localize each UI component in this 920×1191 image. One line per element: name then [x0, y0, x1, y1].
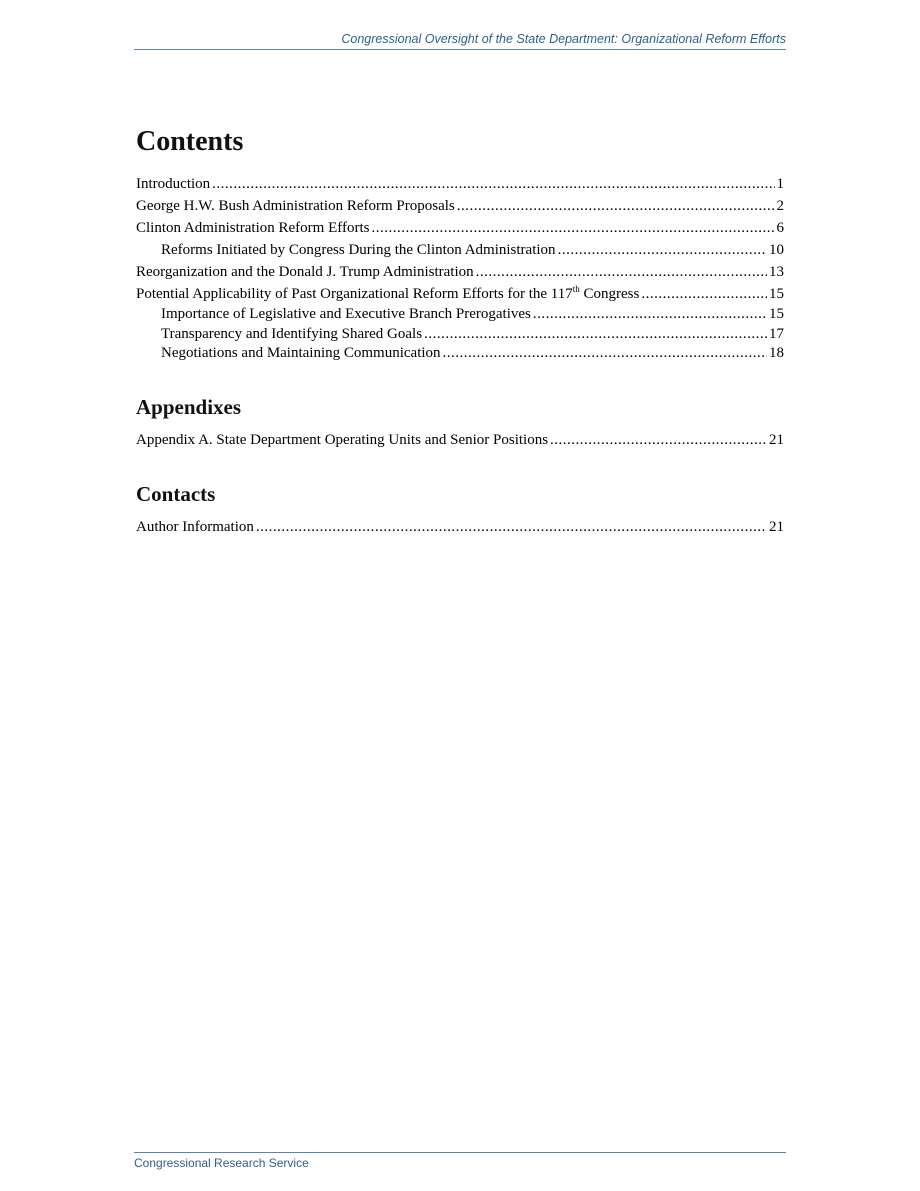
dot-leader: [550, 429, 767, 451]
toc-entry-page: 2: [776, 198, 784, 214]
dot-leader: [641, 283, 767, 305]
toc-entry-prerogatives[interactable]: [136, 305, 784, 325]
toc-entry-page: 6: [776, 220, 784, 236]
toc-entry-title: Importance of Legislative and Executive Branch Prerogatives: [161, 306, 531, 322]
toc-entry-bush-reform-proposals[interactable]: [136, 195, 784, 217]
appendixes-heading: Appendixes: [136, 394, 242, 419]
section-spacer: [136, 451, 784, 481]
toc-entry-page: 17: [769, 325, 784, 342]
toc-entry-page: 15: [769, 286, 784, 302]
dot-leader: [371, 217, 774, 239]
contents-heading: Contents: [136, 126, 244, 157]
toc-entry-trump-reorganization[interactable]: [136, 261, 784, 283]
toc-entry-author-information[interactable]: [136, 516, 784, 538]
toc-entry-title-suffix: Congress: [579, 286, 640, 302]
toc-entry-page: 15: [769, 306, 784, 322]
toc-entry-clinton-reform-efforts[interactable]: [136, 217, 784, 239]
dot-leader: [476, 261, 767, 283]
toc-entry-page: 21: [769, 431, 784, 448]
toc-entry-potential-applicability[interactable]: [136, 283, 784, 305]
toc-entry-page: 1: [776, 176, 784, 192]
table-of-contents-page: [136, 125, 784, 538]
running-footer: Congressional Research Service: [134, 1152, 786, 1170]
toc-entry-title: Transparency and Identifying Shared Goals: [161, 325, 423, 342]
ordinal-superscript: th: [572, 284, 580, 294]
toc-entry-title: Reforms Initiated by Congress During the Clinton Administration: [161, 242, 556, 258]
toc-entry-title: Appendix A. State Department Operating Units and Senior Positions: [136, 431, 549, 448]
toc-entry-congress-reforms-clinton[interactable]: [136, 239, 784, 261]
toc-entry-negotiations[interactable]: [136, 344, 784, 364]
dot-leader: [424, 325, 767, 345]
toc-entry-introduction[interactable]: [136, 173, 784, 195]
appendixes-list: [136, 429, 784, 451]
dot-leader: [212, 173, 774, 195]
contacts-list: [136, 516, 784, 538]
dot-leader: [256, 516, 767, 538]
toc-entry-page: 21: [769, 518, 784, 535]
toc-entry-title: [136, 283, 639, 305]
toc-entry-title: George H.W. Bush Administration Reform Proposals: [136, 198, 455, 214]
contents-list: [136, 173, 784, 364]
toc-entry-page: 13: [769, 264, 784, 280]
toc-entry-title-prefix: Potential Applicability of Past Organizational Reform Efforts for the 117: [136, 286, 573, 302]
toc-entry-title: Negotiations and Maintaining Communication: [161, 345, 441, 361]
dot-leader: [558, 239, 767, 261]
dot-leader: [457, 195, 775, 217]
toc-entry-page: 18: [769, 345, 784, 361]
contacts-heading: Contacts: [136, 481, 216, 506]
toc-entry-title: Clinton Administration Reform Efforts: [136, 220, 370, 236]
toc-entry-transparency[interactable]: [136, 325, 784, 345]
toc-entry-title: Introduction: [136, 176, 211, 192]
toc-entry-title: Reorganization and the Donald J. Trump Administration: [136, 264, 474, 280]
dot-leader: [533, 305, 767, 325]
toc-entry-page: 10: [769, 242, 784, 258]
running-header: Congressional Oversight of the State Department: Organizational Reform Efforts: [134, 32, 786, 50]
section-spacer: [136, 364, 784, 394]
toc-entry-title: Author Information: [136, 518, 254, 535]
toc-entry-appendix-a[interactable]: [136, 429, 784, 451]
dot-leader: [443, 344, 767, 364]
